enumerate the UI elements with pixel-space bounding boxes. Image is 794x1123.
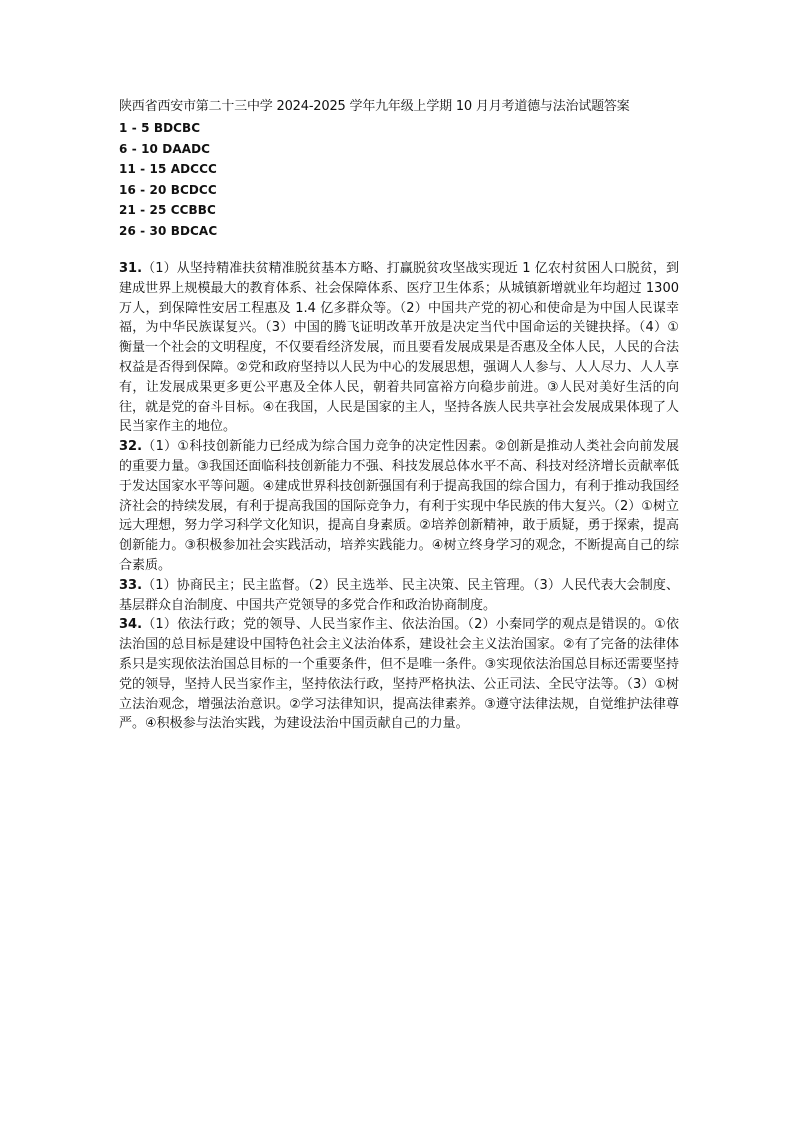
question-answer-text: （1）①科技创新能力已经成为综合国力竞争的决定性因素。②创新是推动人类社会向前发展的重要力量。③我国还面临科技创新能力不强、科技发展总体水平不高、科技对经济增长贡献率低于发达国家水平等问题。④建成世界科技创新强国有利于提高我国的综合国力，有利于推动我国经济社会的持续发展，有利于提高我国的国际竞争力，有利于实现中华民族的伟大复兴。（2）①树立远大理想，努力学习科学文化知识，提高自身素质。②培养创新精神，敢于质疑，勇于探索，提高创新能力。③积极参加社会实践活动，培养实践能力。④树立终身学习的观念，不断提高自己的综合素质。 — [119, 439, 679, 573]
question-number: 32. — [119, 439, 143, 455]
question-33-answer — [119, 576, 679, 616]
question-answer-text: （1）从坚持精准扶贫精准脱贫基本方略、打赢脱贫攻坚战实现近 1 亿农村贫困人口脱贫，到建成世界上规模最大的教育体系、社会保障体系、医疗卫生体系；从城镇新增就业年均超过 1300 万人，到保障性安居工程惠及 1.4 亿多群众等。（2）中国共产党的初心和使命是为中国人民谋幸福，为中华民族谋复兴。（3）中国的腾飞证明改革开放是决定当代中国命运的关键抉择。（4）①衡量一个社会的文明程度，不仅要看经济发展，而且要看发展成果是否惠及全体人民，人民的合法权益是否得到保障。②党和政府坚持以人民为中心的发展思想，强调人人参与、人人尽力、人人享有，让发展成果更多更公平惠及全体人民，朝着共同富裕方向稳步前进。③人民对美好生活的向往，就是党的奋斗目标。④在我国，人民是国家的主人，坚持各族人民共享社会发展成果体现了人民当家作主的地位。 — [119, 261, 679, 435]
choice-answer-row — [119, 139, 679, 160]
answer-letters: CCBBC — [170, 203, 216, 217]
question-31-answer — [119, 259, 679, 437]
answer-range: 26 - 30 — [119, 223, 167, 238]
question-number: 33. — [119, 577, 143, 593]
choice-answer-row — [119, 221, 679, 242]
answer-range: 21 - 25 — [119, 203, 167, 217]
answer-document — [119, 96, 679, 734]
document-title: 陕西省西安市第二十三中学 2024-2025 学年九年级上学期 10 月月考道德与法治试题答案 — [119, 99, 630, 114]
answer-letters: BCDCC — [170, 182, 217, 197]
question-answer-text: （1）协商民主；民主监督。（2）民主选举、民主决策、民主管理。（3）人民代表大会制度、基层群众自治制度、中国共产党领导的多党合作和政治协商制度。 — [119, 577, 679, 613]
question-number: 31. — [119, 261, 143, 276]
answer-range: 11 - 15 — [119, 162, 167, 176]
section-spacer — [119, 241, 679, 259]
choice-answer-row — [119, 180, 679, 201]
question-32-answer — [119, 437, 679, 576]
choice-answer-row — [119, 200, 679, 221]
answer-range: 6 - 10 — [119, 141, 158, 156]
answer-letters: BDCBC — [153, 121, 201, 135]
question-34-answer — [119, 615, 679, 734]
answer-letters: DAADC — [162, 141, 211, 156]
answer-range: 16 - 20 — [119, 182, 167, 197]
question-answer-text: （1）依法行政；党的领导、人民当家作主、依法治国。（2）小秦同学的观点是错误的。①依法治国的总目标是建设中国特色社会主义法治体系，建设社会主义法治国家。②有了完备的法律体系只是实现依法治国总目标的一个重要条件，但不是唯一条件。③实现依法治国总目标还需要坚持党的领导，坚持人民当家作主，坚持依法行政，坚持严格执法、公正司法、全民守法等。（3）①树立法治观念，增强法治意识。②学习法律知识，提高法律素养。③遵守法律法规，自觉维护法律尊严。④积极参与法治实践，为建设法治中国贡献自己的力量。 — [119, 617, 679, 732]
answer-range: 1 - 5 — [119, 121, 150, 135]
choice-answers-list — [119, 118, 679, 241]
choice-answer-row — [119, 118, 679, 139]
question-number: 34. — [119, 617, 143, 633]
answer-letters: BDCAC — [170, 223, 218, 238]
answer-letters: ADCCC — [170, 162, 217, 176]
choice-answer-row — [119, 159, 679, 180]
